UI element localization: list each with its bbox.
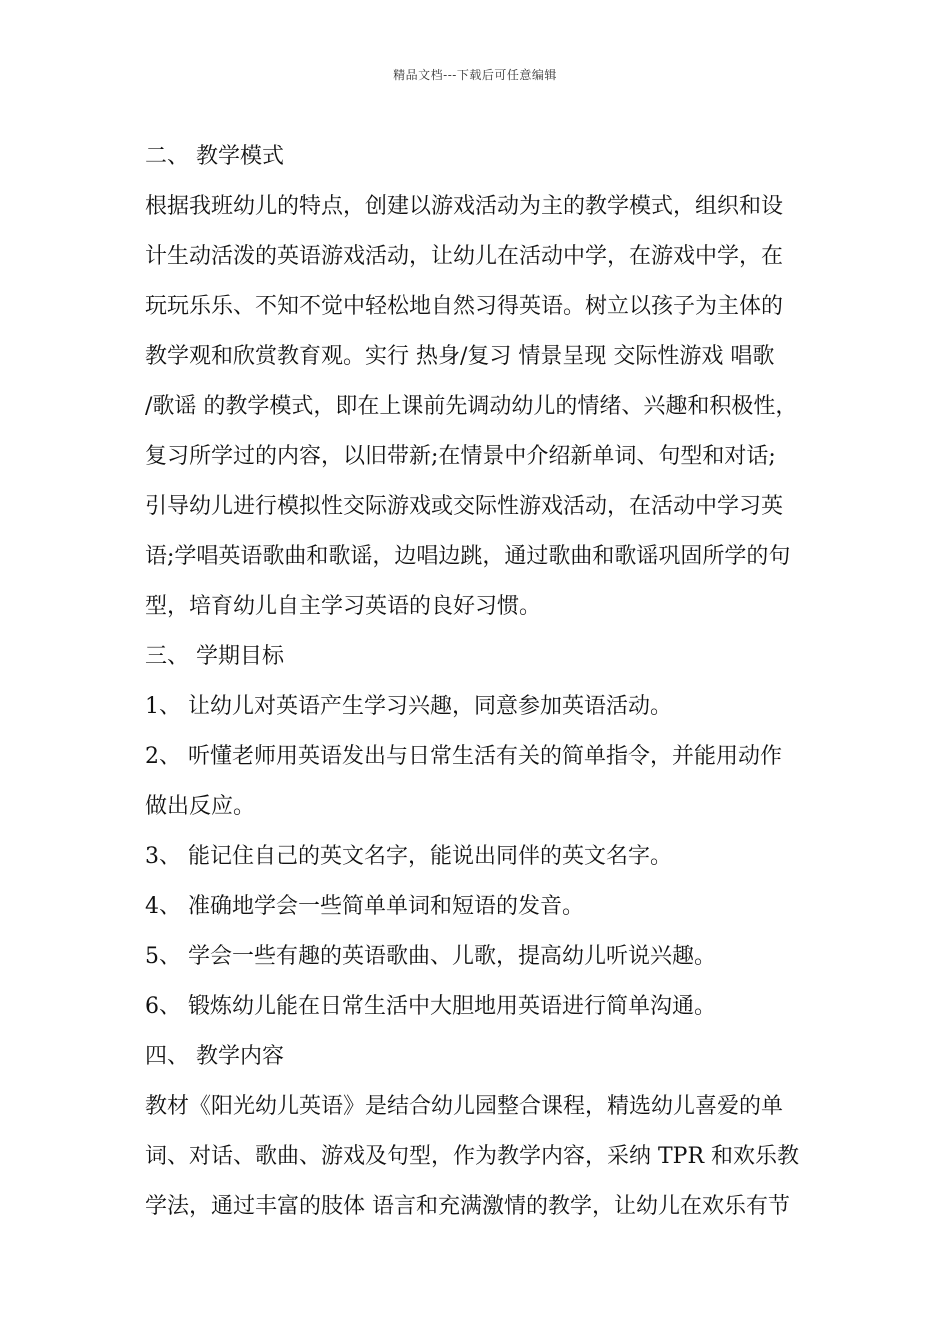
paragraph-line: 复习所学过的内容，以旧带新;在情景中介绍新单词、句型和对话;: [145, 444, 776, 469]
goal-item: 5、 学会一些有趣的英语歌曲、儿歌，提高幼儿听说兴趣。: [145, 944, 716, 969]
paragraph-line: 计生动活泼的英语游戏活动，让幼儿在活动中学，在游戏中学，在: [145, 244, 784, 269]
paragraph-line: 根据我班幼儿的特点，创建以游戏活动为主的教学模式，组织和设: [145, 194, 784, 219]
section-heading-4: 四、 教学内容: [145, 1044, 284, 1069]
page-header: 精品文档---下载后可任意编辑: [393, 68, 557, 82]
paragraph-line: 教材《阳光幼儿英语》是结合幼儿园整合课程，精选幼儿喜爱的单: [145, 1094, 784, 1119]
paragraph-line: 型，培育幼儿自主学习英语的良好习惯。: [145, 594, 542, 619]
section-heading-3: 三、 学期目标: [145, 644, 284, 669]
paragraph-line: 语;学唱英语歌曲和歌谣，边唱边跳，通过歌曲和歌谣巩固所学的句: [145, 544, 791, 569]
goal-item-continued: 做出反应。: [145, 794, 256, 819]
paragraph-line: 词、对话、歌曲、游戏及句型，作为教学内容，采纳 TPR 和欢乐教: [145, 1144, 800, 1169]
section-heading-2: 二、 教学模式: [145, 144, 284, 169]
paragraph-line: 学法，通过丰富的肢体 语言和充满激情的教学，让幼儿在欢乐有节: [145, 1194, 790, 1219]
goal-item: 2、 听懂老师用英语发出与日常生活有关的简单指令，并能用动作: [145, 744, 782, 769]
document-body: [145, 132, 825, 1232]
goal-item: 4、 准确地学会一些简单单词和短语的发音。: [145, 894, 584, 919]
goal-item: 6、 锻炼幼儿能在日常生活中大胆地用英语进行简单沟通。: [145, 994, 716, 1019]
goal-item: 1、 让幼儿对英语产生学习兴趣，同意参加英语活动。: [145, 694, 672, 719]
paragraph-line: 玩玩乐乐、不知不觉中轻松地自然习得英语。树立以孩子为主体的: [145, 294, 784, 319]
paragraph-line: 引导幼儿进行模拟性交际游戏或交际性游戏活动，在活动中学习英: [145, 494, 784, 519]
goal-item: 3、 能记住自己的英文名字，能说出同伴的英文名字。: [145, 844, 672, 869]
paragraph-line: /歌谣 的教学模式，即在上课前先调动幼儿的情绪、兴趣和积极性，: [145, 394, 798, 419]
paragraph-line: 教学观和欣赏教育观。实行 热身/复习 情景呈现 交际性游戏 唱歌: [145, 344, 775, 369]
